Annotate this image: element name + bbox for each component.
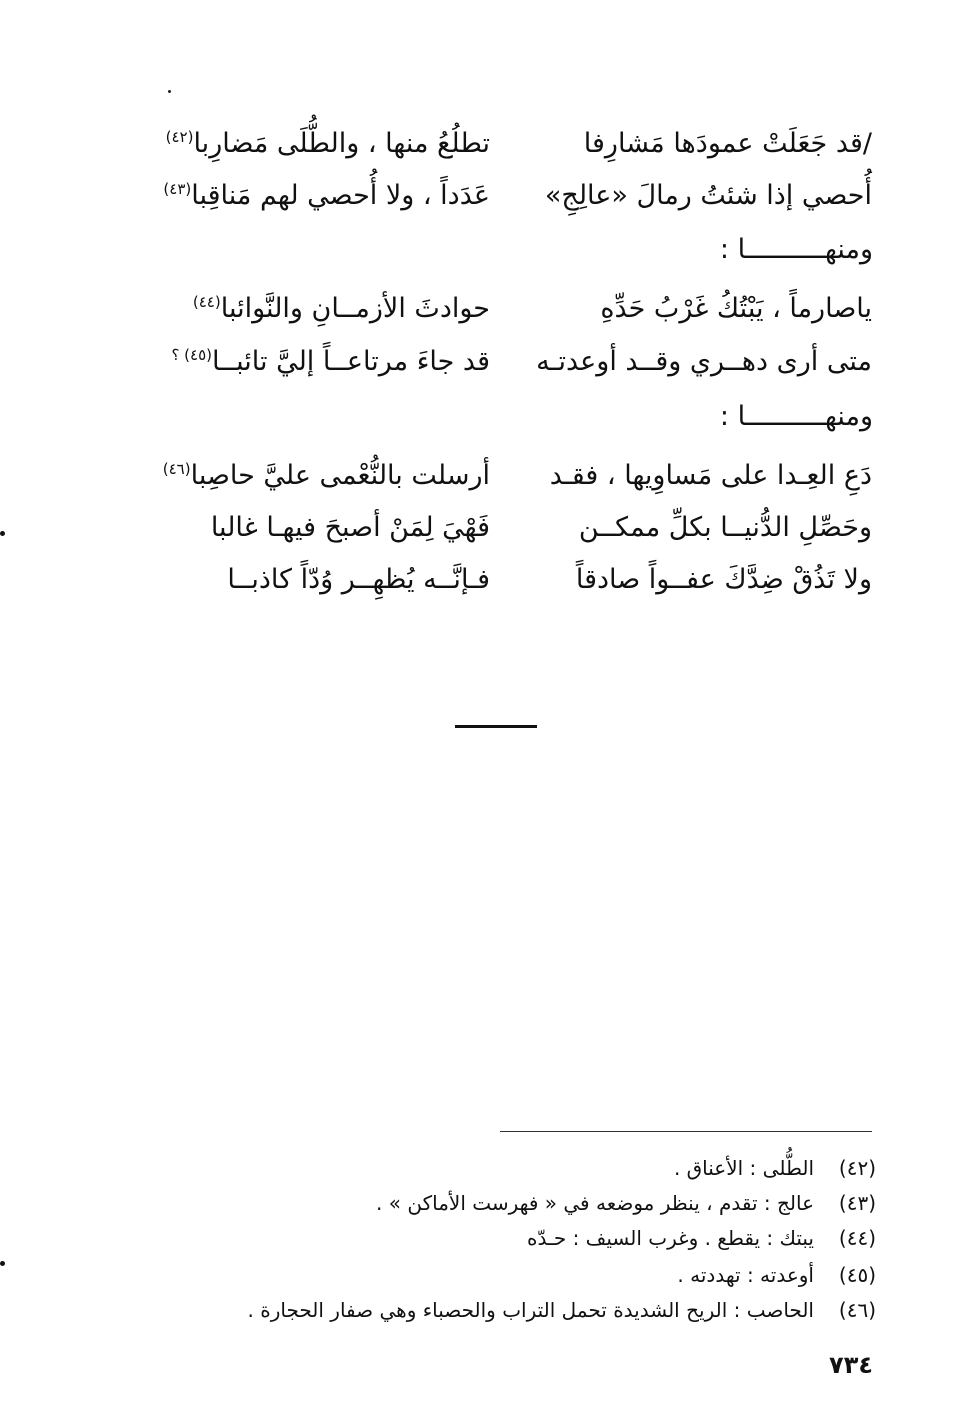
scan-speck [0,531,5,536]
footnote-text: يبتك : يقطع . وغرب السيف : حـدّه [527,1226,814,1250]
scan-speck [168,90,171,93]
verse-first-half: وحَصِّلِ الدُّنيــا بكلِّ ممكــن [578,512,872,543]
footnote-text: عالج : تقدم ، ينظر موضعه في « فهرست الأماكن » . [376,1191,814,1215]
verse-second-half [163,172,490,220]
footnote-ref: (٤٢) [165,128,194,146]
footnote-text: أوعدته : تهددته . [677,1263,814,1287]
footnote-ref: (٤٥) ؟ [171,346,213,364]
verse-second-half [163,452,490,500]
verse-first-half: متى أرى دهــري وقــد أوعدتـه [536,346,872,377]
verse-row [140,120,880,168]
page-number: ٧٣٤ [829,1351,873,1379]
verse-second-half-text: فـإنَّــه يُظهِــر وُدّاً كاذبــا [227,564,490,595]
scan-speck [0,1261,5,1266]
verse-second-half-text: عَدَداً ، ولا أُحصي لهم مَناقِبا [191,180,490,211]
verse-second-half-text: أرسلت بالنُّعْمى عليَّ حاصِبا [190,460,490,491]
footnote-ref: (٤٦) [162,460,191,478]
footnote-divider [500,1131,872,1132]
verse-row [140,452,880,500]
footnote-ref: (٤٤) [192,293,221,311]
footnote [120,1293,876,1327]
verse-second-half [171,338,490,386]
footnote [120,1221,876,1255]
section-heading: ومنهــــــــــا : [719,401,873,432]
footnote-text: الطُّلى : الأعناق . [673,1156,814,1180]
verse-second-half-text: فَهْيَ لِمَنْ أصبحَ فيهـا غالبا [210,512,490,543]
verse-first-half: ولا تَذُقْ ضِدَّكَ عفــواً صادقاً [575,564,872,595]
verse-first-half: أُحصي إذا شئتُ رمالَ «عالِجِ» [544,180,872,211]
verse-row [140,172,880,220]
verse-row [140,338,880,386]
footnote [120,1151,876,1185]
verse-first-half: /قد جَعَلَتْ عمودَها مَشارِفا [583,128,872,159]
verse-second-half-text: حوادثَ الأزمــانِ والنَّوائبا [220,293,490,324]
verse-second-half [166,120,490,168]
footnote-number: (٤٤) [838,1226,876,1250]
verse-second-half-text: قد جاءَ مرتاعــاً إليَّ تائبــا [212,346,490,377]
verse-second-half [227,556,490,604]
verse-first-half: ياصارماً ، يَبْتُكُ غَرْبُ حَدِّهِ [600,293,872,324]
footnote-ref: (٤٣) [163,180,192,198]
footnote-text: الحاصب : الريح الشديدة تحمل التراب والحصباء وهي صفار الحجارة . [247,1298,814,1322]
verse-row [140,556,880,604]
footnote [120,1258,876,1292]
verse-second-half-text: تطلُعُ منها ، والطُّلَى مَضارِبا [193,128,490,159]
footnote-number: (٤٢) [838,1156,876,1180]
verse-row [140,285,880,333]
verse-first-half: دَعِ العِـدا على مَساوِيها ، فقـد [549,460,872,491]
verse-second-half [193,285,490,333]
verse-row [140,504,880,552]
section-divider [455,725,537,728]
footnote-number: (٤٣) [838,1191,876,1215]
section-heading: ومنهــــــــــا : [719,234,873,265]
footnote [120,1186,876,1220]
footnote-number: (٤٦) [838,1298,876,1322]
footnote-number: (٤٥) [838,1263,876,1287]
verse-second-half [211,504,490,552]
